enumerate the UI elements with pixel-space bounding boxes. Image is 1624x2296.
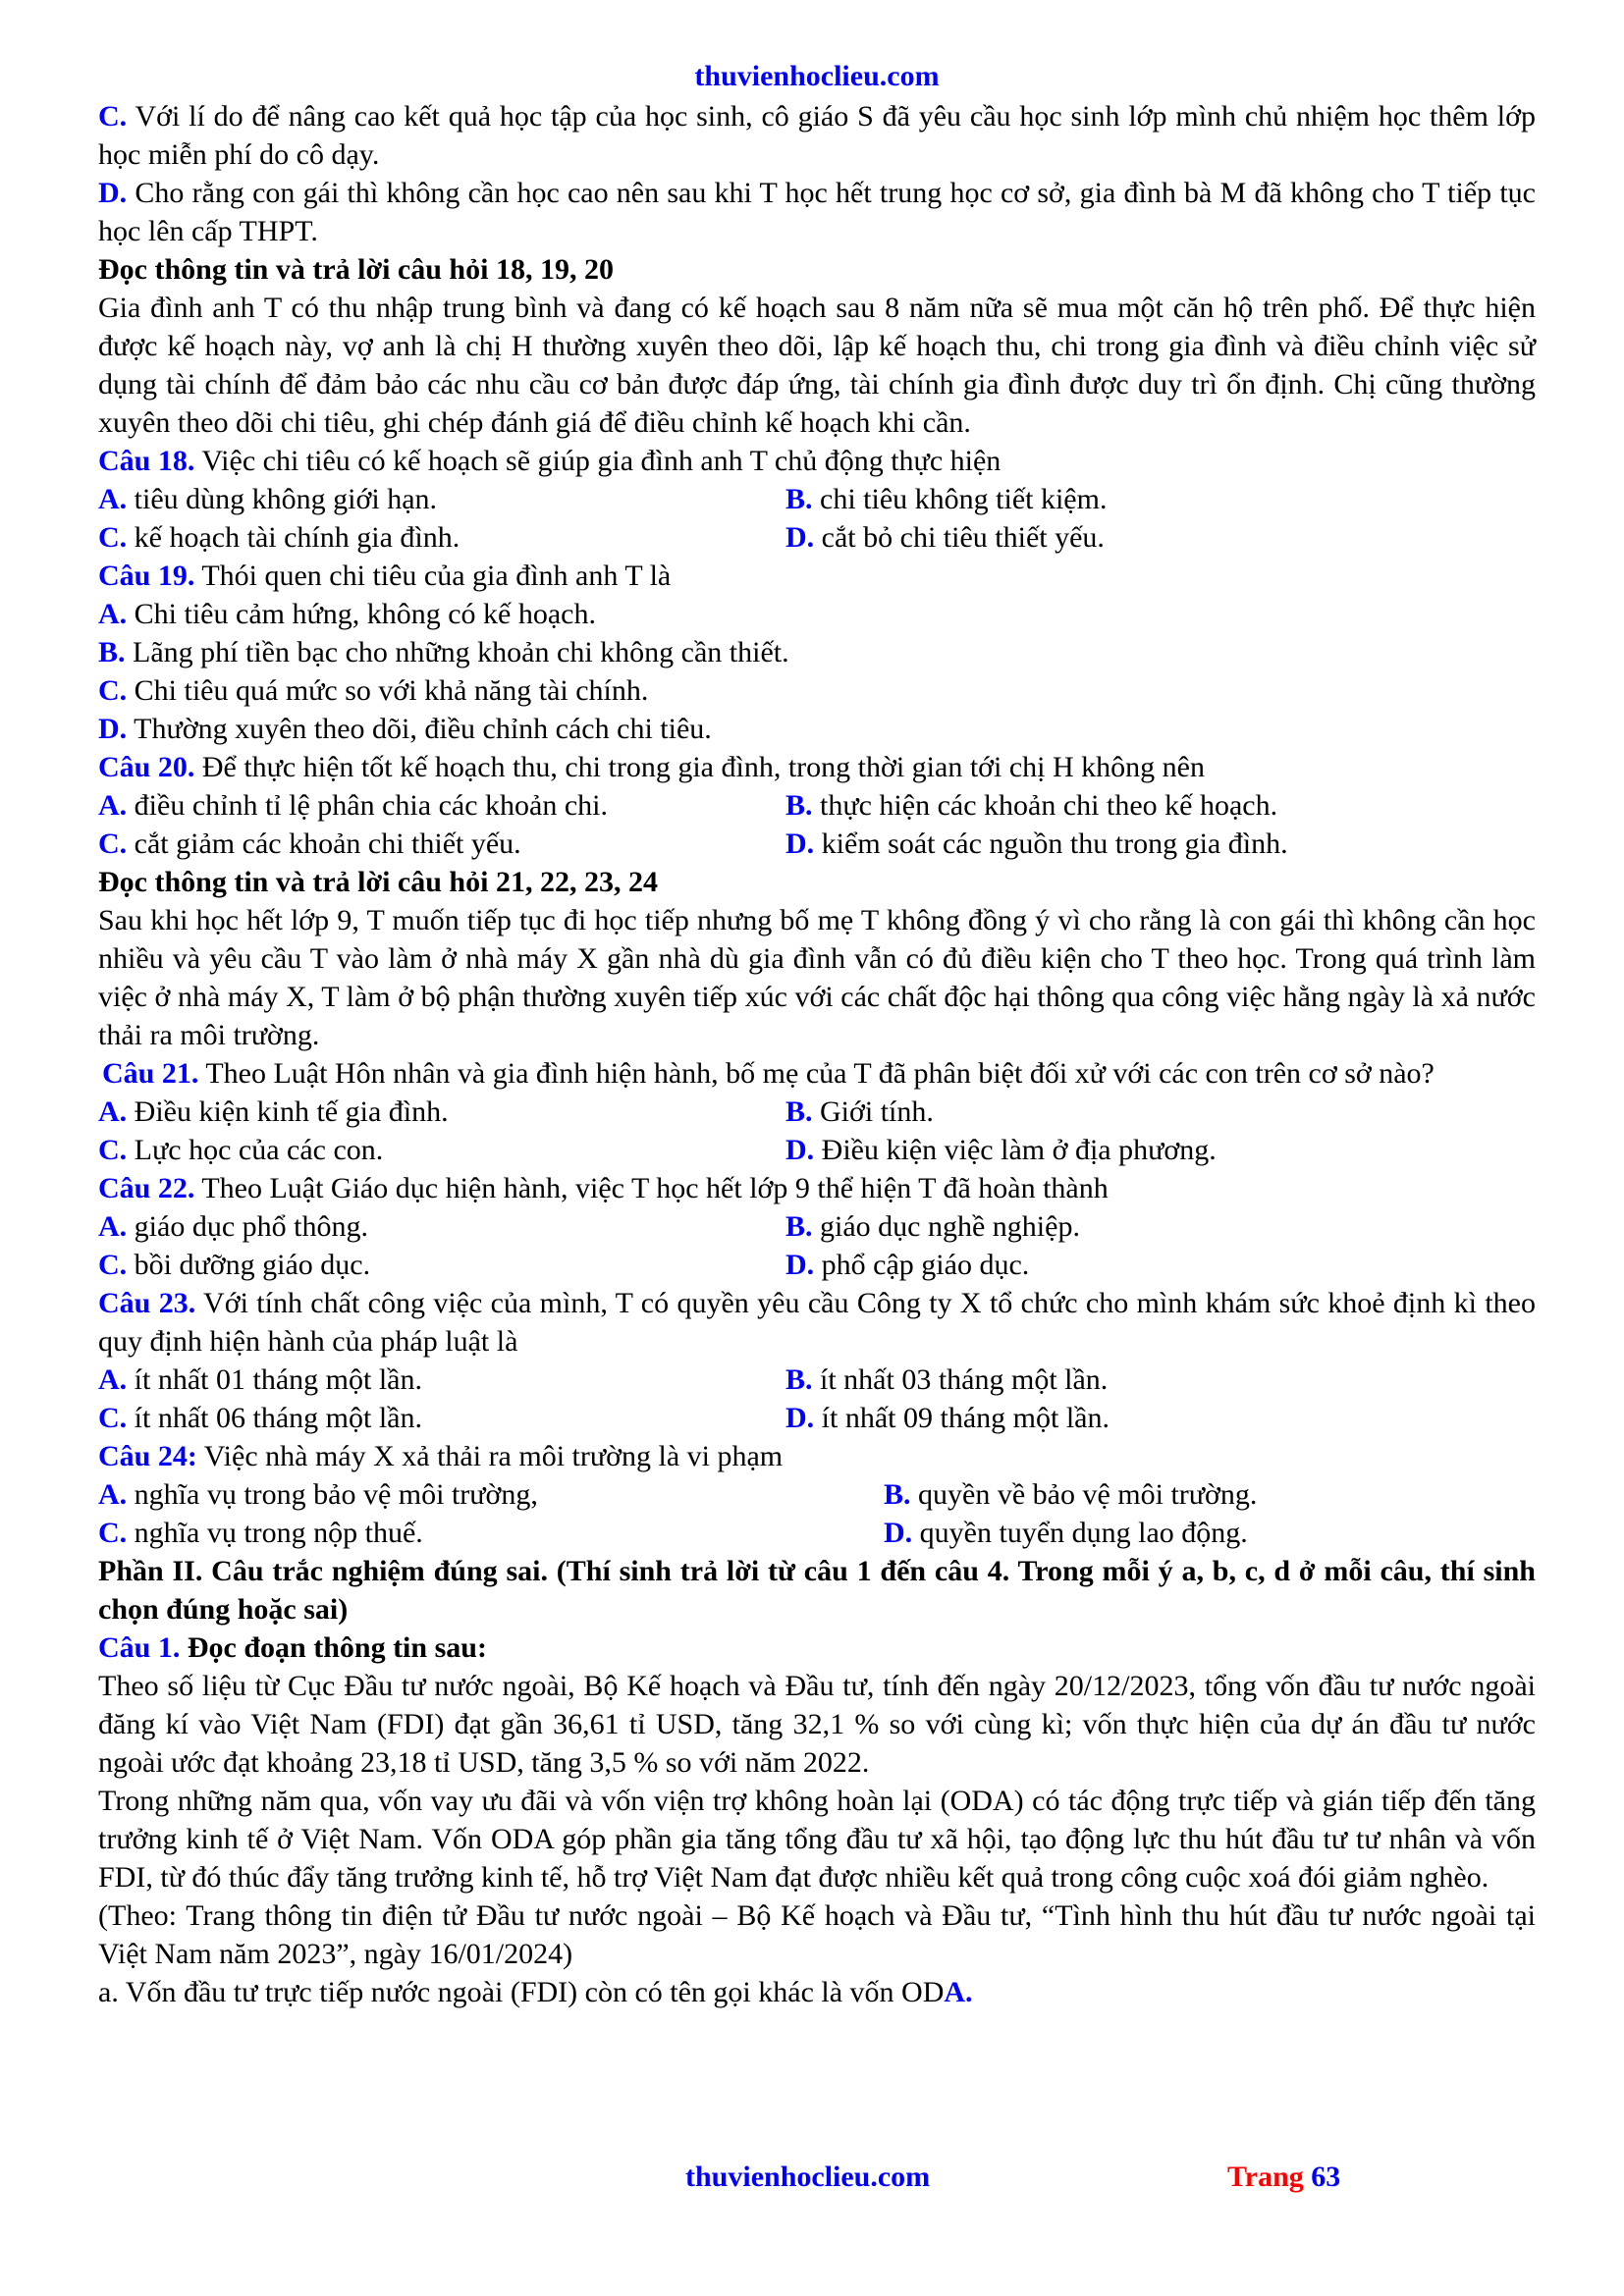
option-d — [98, 710, 1536, 748]
option-text: ít nhất 03 tháng một lần. — [812, 1363, 1109, 1396]
option-text: Lãng phí tiền bạc cho những khoản chi không cần thiết. — [125, 636, 789, 668]
option-label: A. — [98, 598, 128, 630]
option-d-previous — [98, 174, 1536, 250]
option-text: giáo dục phổ thông. — [127, 1210, 368, 1243]
option-label: C. — [98, 674, 128, 707]
options-row — [98, 1207, 1536, 1246]
option-label: D. — [785, 1249, 815, 1281]
options-row — [98, 1475, 1536, 1514]
option-c — [98, 1131, 785, 1169]
question-21 — [98, 1054, 1536, 1093]
option-c — [98, 518, 785, 557]
option-c — [98, 1514, 884, 1552]
question-text: Với tính chất công việc của mình, T có quyền yêu cầu Công ty X tổ chức cho mình khám sức khoẻ định kì theo quy định hiện hành của pháp luật là — [98, 1287, 1536, 1358]
option-d — [785, 1399, 1110, 1437]
option-b — [785, 1093, 934, 1131]
option-c — [98, 671, 1536, 710]
question-24 — [98, 1437, 1536, 1475]
option-label: A. — [98, 1095, 128, 1128]
option-label: B. — [785, 1363, 813, 1396]
option-label: C. — [98, 100, 128, 133]
option-text: Điều kiện kinh tế gia đình. — [127, 1095, 449, 1128]
option-label: C. — [98, 1134, 128, 1166]
option-text: phổ cập giáo dục. — [814, 1249, 1030, 1281]
statement-text: a. Vốn đầu tư trực tiếp nước ngoài (FDI) còn có tên gọi khác là vốn OD — [98, 1976, 945, 2008]
part-2-question-1 — [98, 1629, 1536, 1667]
option-text: cắt giảm các khoản chi thiết yếu. — [127, 828, 521, 860]
option-text: nghĩa vụ trong nộp thuế. — [127, 1517, 423, 1549]
option-label: B. — [785, 1210, 813, 1243]
option-text: ít nhất 06 tháng một lần. — [127, 1402, 422, 1434]
option-label: D. — [785, 1402, 815, 1434]
option-label: B. — [98, 636, 126, 668]
option-text: kế hoạch tài chính gia đình. — [127, 521, 460, 554]
option-text: quyền về bảo vệ môi trường. — [910, 1478, 1258, 1511]
option-text: tiêu dùng không giới hạn. — [127, 483, 438, 515]
page-content — [98, 57, 1536, 2011]
option-d — [785, 1131, 1217, 1169]
page-number — [1227, 2158, 1340, 2196]
option-text: giáo dục nghề nghiệp. — [812, 1210, 1080, 1243]
option-text: ít nhất 09 tháng một lần. — [814, 1402, 1110, 1434]
option-text: Cho rằng con gái thì không cần học cao nên sau khi T học hết trung học cơ sở, gia đình bà M đã không cho T tiếp tục học lên cấp THPT. — [98, 177, 1536, 247]
question-number: Câu 23. — [98, 1287, 196, 1319]
option-text: điều chỉnh tỉ lệ phân chia các khoản chi. — [127, 789, 608, 822]
question-text: Việc nhà máy X xả thải ra môi trường là vi phạm — [196, 1440, 784, 1472]
question-number: Câu 20. — [98, 751, 195, 783]
options-row — [98, 480, 1536, 518]
option-label: B. — [884, 1478, 911, 1511]
options-row — [98, 1399, 1536, 1437]
passage-21-24: Sau khi học hết lớp 9, T muốn tiếp tục đi học tiếp nhưng bố mẹ T không đồng ý vì cho rằng là con gái thì không cần học nhiều và yêu cầu T vào làm ở nhà máy X gần nhà dù gia đình vẫn có đủ điều kiện cho T theo học. Trong quá trình làm việc ở nhà máy X, T làm ở bộ phận thường xuyên tiếp xúc với các chất độc hại thông qua công việc hằng ngày là xả nước thải ra môi trường. — [98, 904, 1536, 1051]
option-a — [98, 595, 1536, 633]
option-text: Chi tiêu quá mức so với khả năng tài chính. — [127, 674, 649, 707]
section-heading-18-20: Đọc thông tin và trả lời câu hỏi 18, 19, 20 — [98, 253, 614, 286]
options-row — [98, 825, 1536, 863]
option-a — [98, 480, 785, 518]
statement-a — [98, 1973, 1536, 2011]
option-d — [785, 1246, 1029, 1284]
question-text: Để thực hiện tốt kế hoạch thu, chi trong gia đình, trong thời gian tới chị H không nên — [194, 751, 1205, 783]
options-row — [98, 1246, 1536, 1284]
option-label: C. — [98, 1517, 128, 1549]
option-text: thực hiện các khoản chi theo kế hoạch. — [812, 789, 1278, 822]
question-number: Câu 1. — [98, 1631, 181, 1664]
option-label: C. — [98, 1249, 128, 1281]
option-text: quyền tuyển dụng lao động. — [912, 1517, 1248, 1549]
option-c — [98, 825, 785, 863]
question-text: Thói quen chi tiêu của gia đình anh T là — [194, 560, 672, 592]
option-d — [785, 518, 1105, 557]
option-b — [785, 480, 1107, 518]
statement-end: A. — [944, 1976, 973, 2008]
option-label: D. — [785, 828, 815, 860]
option-text: Thường xuyên theo dõi, điều chỉnh cách chi tiêu. — [127, 713, 712, 745]
option-text: Chi tiêu cảm hứng, không có kế hoạch. — [127, 598, 596, 630]
header-site-name[interactable]: thuvienhoclieu.com — [694, 60, 940, 92]
option-label: C. — [98, 828, 128, 860]
part-2-heading: Phần II. Câu trắc nghiệm đúng sai. (Thí sinh trả lời từ câu 1 đến câu 4. Trong mỗi ý a, b, c, d ở mỗi câu, thí sinh chọn đúng hoặc sai) — [98, 1555, 1536, 1626]
question-18 — [98, 442, 1536, 480]
question-19 — [98, 557, 1536, 595]
option-label: A. — [98, 483, 128, 515]
footer-site-name[interactable]: thuvienhoclieu.com — [685, 2161, 931, 2193]
options-row — [98, 786, 1536, 825]
option-b — [785, 786, 1277, 825]
option-text: Giới tính. — [812, 1095, 934, 1128]
option-text: Lực học của các con. — [127, 1134, 384, 1166]
option-label: D. — [785, 1134, 815, 1166]
option-label: A. — [98, 1210, 128, 1243]
option-label: A. — [98, 789, 128, 822]
option-b — [785, 1207, 1080, 1246]
question-23 — [98, 1284, 1536, 1361]
option-label: A. — [98, 1478, 128, 1511]
question-number: Câu 19. — [98, 560, 195, 592]
options-row — [98, 518, 1536, 557]
options-row — [98, 1514, 1536, 1552]
question-number: Câu 18. — [98, 445, 195, 477]
question-number: Câu 24: — [98, 1440, 197, 1472]
question-22 — [98, 1169, 1536, 1207]
question-text: Việc chi tiêu có kế hoạch sẽ giúp gia đình anh T chủ động thực hiện — [194, 445, 1001, 477]
option-label: C. — [98, 521, 128, 554]
question-number: Câu 22. — [98, 1172, 195, 1204]
option-a — [98, 786, 785, 825]
option-label: C. — [98, 1402, 128, 1434]
option-label: D. — [785, 521, 815, 554]
option-c — [98, 1246, 785, 1284]
option-b — [785, 1361, 1108, 1399]
option-text: bồi dưỡng giáo dục. — [127, 1249, 371, 1281]
option-a — [98, 1093, 785, 1131]
options-row — [98, 1131, 1536, 1169]
option-a — [98, 1361, 785, 1399]
section-heading-21-24: Đọc thông tin và trả lời câu hỏi 21, 22, 23, 24 — [98, 866, 658, 898]
option-b — [98, 633, 1536, 671]
page-label: Trang — [1227, 2161, 1312, 2193]
part-2-source: (Theo: Trang thông tin điện tử Đầu tư nước ngoài – Bộ Kế hoạch và Đầu tư, “Tình hình thu hút đầu tư nước ngoài tại Việt Nam năm 2023”, ngày 16/01/2024) — [98, 1899, 1536, 1970]
option-a — [98, 1207, 785, 1246]
option-text: Điều kiện việc làm ở địa phương. — [814, 1134, 1217, 1166]
part-2-paragraph-2: Trong những năm qua, vốn vay ưu đãi và vốn viện trợ không hoàn lại (ODA) có tác động trực tiếp và gián tiếp đến tăng trưởng kinh tế ở Việt Nam. Vốn ODA góp phần gia tăng tổng đầu tư xã hội, tạo động lực thu hút đầu tư tư nhân và vốn FDI, từ đó thúc đẩy tăng trưởng kinh tế, hỗ trợ Việt Nam đạt được nhiều kết quả trong công cuộc xoá đói giảm nghèo. — [98, 1785, 1536, 1894]
option-label: D. — [884, 1517, 913, 1549]
question-text: Đọc đoạn thông tin sau: — [180, 1631, 487, 1664]
option-label: D. — [98, 713, 128, 745]
question-number: Câu 21. — [102, 1057, 199, 1090]
options-row — [98, 1093, 1536, 1131]
option-text: chi tiêu không tiết kiệm. — [812, 483, 1108, 515]
question-text: Theo Luật Hôn nhân và gia đình hiện hành, bố mẹ của T đã phân biệt đối xử với các con trên cơ sở nào? — [198, 1057, 1435, 1090]
part-2-paragraph-1: Theo số liệu từ Cục Đầu tư nước ngoài, Bộ Kế hoạch và Đầu tư, tính đến ngày 20/12/2023, tổng vốn đầu tư nước ngoài đăng kí vào Việt Nam (FDI) đạt gần 36,61 tỉ USD, tăng 32,1 % so với cùng kì; vốn thực hiện của dự án đầu tư nước ngoài ước đạt khoảng 23,18 tỉ USD, tăng 3,5 % so với năm 2022. — [98, 1670, 1536, 1779]
passage-18-20: Gia đình anh T có thu nhập trung bình và đang có kế hoạch sau 8 năm nữa sẽ mua một căn hộ trên phố. Để thực hiện được kế hoạch này, vợ anh là chị H thường xuyên theo dõi, lập kế hoạch thu, chi trong gia đình và điều chỉnh việc sử dụng tài chính để đảm bảo các nhu cầu cơ bản được đáp ứng, tài chính gia đình được duy trì ổn định. Chị cũng thường xuyên theo dõi chi tiêu, ghi chép đánh giá để điều chỉnh kế hoạch khi cần. — [98, 292, 1536, 439]
option-text: kiểm soát các nguồn thu trong gia đình. — [814, 828, 1288, 860]
option-text: ít nhất 01 tháng một lần. — [127, 1363, 422, 1396]
options-row — [98, 1361, 1536, 1399]
option-label: D. — [98, 177, 128, 209]
option-text: Với lí do để nâng cao kết quả học tập của học sinh, cô giáo S đã yêu cầu học sinh lớp mình chủ nhiệm học thêm lớp học miễn phí do cô dạy. — [98, 100, 1536, 171]
option-c-previous — [98, 97, 1536, 174]
page-number-value: 63 — [1311, 2161, 1341, 2193]
question-20 — [98, 748, 1536, 786]
option-label: B. — [785, 483, 813, 515]
option-text: cắt bỏ chi tiêu thiết yếu. — [814, 521, 1105, 554]
option-c — [98, 1399, 785, 1437]
option-label: B. — [785, 789, 813, 822]
option-d — [884, 1514, 1248, 1552]
option-text: nghĩa vụ trong bảo vệ môi trường, — [127, 1478, 538, 1511]
option-label: A. — [98, 1363, 128, 1396]
option-d — [785, 825, 1288, 863]
question-text: Theo Luật Giáo dục hiện hành, việc T học hết lớp 9 thể hiện T đã hoàn thành — [194, 1172, 1109, 1204]
option-b — [884, 1475, 1257, 1514]
option-a — [98, 1475, 884, 1514]
option-label: B. — [785, 1095, 813, 1128]
